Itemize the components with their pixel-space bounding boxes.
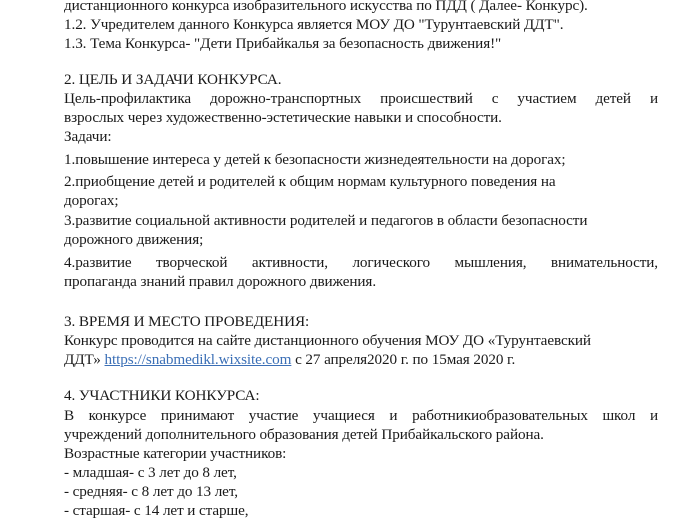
- text-line: взрослых через художественно-эстетические навыки и способности.: [64, 109, 502, 126]
- list-item: 4.развитие творческой активности, логического мышления, внимательности,: [64, 254, 658, 271]
- text-line: Конкурс проводится на сайте дистанционного обучения МОУ ДО «Турунтаевский: [64, 332, 591, 349]
- section-heading: 3. ВРЕМЯ И МЕСТО ПРОВЕДЕНИЯ:: [64, 313, 310, 330]
- text-line: дистанционного конкурса изобразительного искусства по ПДД ( Далее- Конкурс).: [64, 0, 588, 14]
- text-line-with-link: [64, 350, 515, 369]
- list-item: - младшая- с 3 лет до 8 лет,: [64, 464, 237, 481]
- text-line: Цель-профилактика дорожно-транспортных происшествий с участием детей и: [64, 90, 658, 107]
- list-item: - средняя- с 8 лет до 13 лет,: [64, 483, 238, 500]
- section-heading: 2. ЦЕЛЬ И ЗАДАЧИ КОНКУРСА.: [64, 71, 282, 88]
- text-line: 1.3. Тема Конкурса- "Дети Прибайкалья за безопасность движения!": [64, 35, 502, 52]
- list-item: 2.приобщение детей и родителей к общим нормам культурного поведения на: [64, 173, 556, 190]
- list-item: 1.повышение интереса у детей к безопасности жизнедеятельности на дорогах;: [64, 151, 566, 168]
- text-fragment: с 27 апреля2020 г. по 15мая 2020 г.: [295, 351, 516, 368]
- text-line: пропаганда знаний правил дорожного движения.: [64, 273, 377, 290]
- text-line: 1.2. Учредителем данного Конкурса является МОУ ДО "Турунтаевский ДДТ".: [64, 16, 564, 33]
- text-line: Задачи:: [64, 128, 112, 145]
- text-line: дорожного движения;: [64, 231, 204, 248]
- text-line: дорогах;: [64, 192, 119, 209]
- text-line: учреждений дополнительного образования детей Прибайкальского района.: [64, 426, 544, 443]
- list-item: 3.развитие социальной активности родителей и педагогов в области безопасности: [64, 212, 588, 229]
- section-heading: 4. УЧАСТНИКИ КОНКУРСА:: [64, 387, 260, 404]
- website-link[interactable]: https://snabmedikl.wixsite.com: [104, 351, 292, 368]
- list-item: - старшая- с 14 лет и старше,: [64, 502, 249, 518]
- text-line: В конкурсе принимают участие учащиеся и работникиобразовательных школ и: [64, 407, 658, 424]
- text-fragment: ДДТ»: [64, 351, 101, 368]
- text-line: Возрастные категории участников:: [64, 445, 287, 462]
